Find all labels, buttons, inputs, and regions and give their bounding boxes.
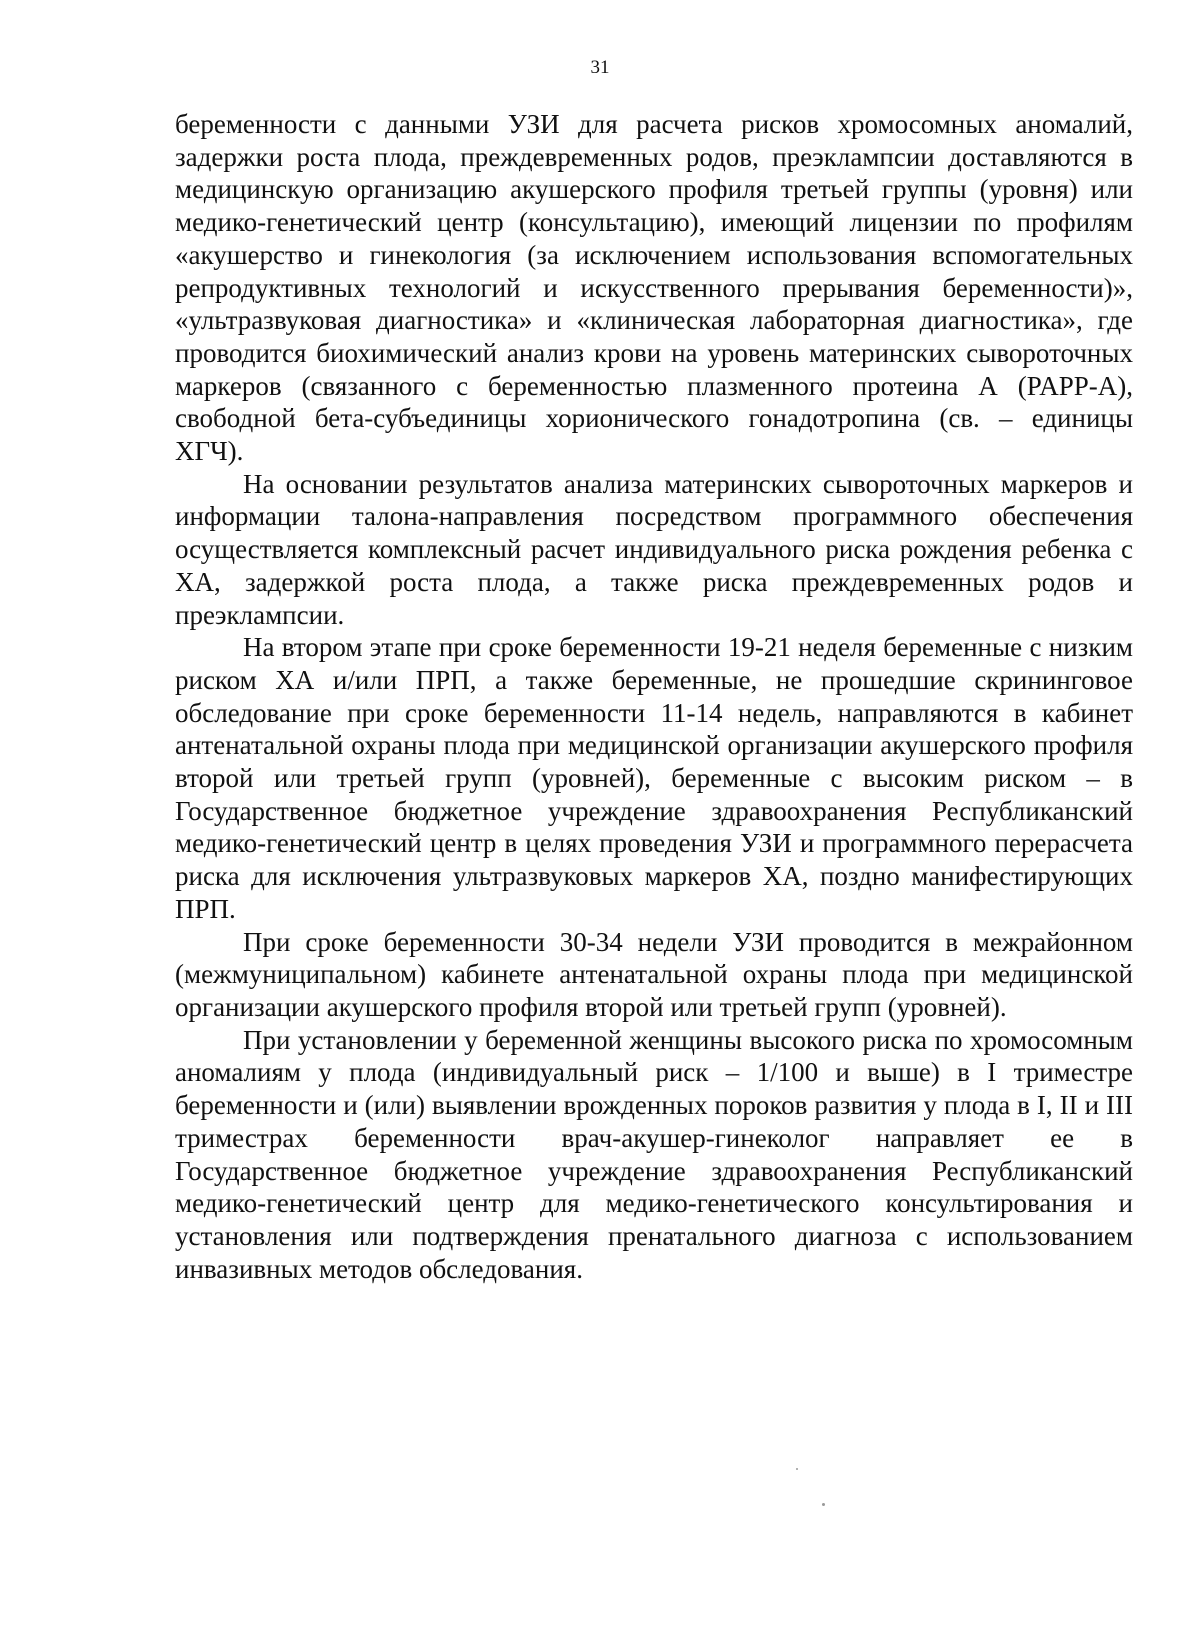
page-number: 31 — [590, 57, 610, 78]
document-body — [175, 108, 1133, 1285]
paragraph-3: На втором этапе при сроке беременности 19-21 неделя беременные с низким риском ХА и/или ПРП, а также беременные, не прошедшие скрининговое обследование при сроке беременности 11-14 недель, направляются в кабинет антенатальной охраны плода при медицинской организации акушерского профиля второй или третьей групп (уровней), беременные с высоким риском – в Государственное бюджетное учреждение здравоохранения Республиканский медико-генетический центр в целях проведения УЗИ и программного перерасчета риска для исключения ультразвуковых маркеров ХА, поздно манифестирующих ПРП. — [175, 632, 1133, 924]
paragraph-4: При сроке беременности 30-34 недели УЗИ проводится в межрайонном (межмуниципальном) кабинете антенатальной охраны плода при медицинской организации акушерского профиля второй или третьей групп (уровней). — [175, 926, 1133, 1022]
scan-speck — [822, 1503, 825, 1506]
scan-speck — [796, 1468, 798, 1470]
paragraph-5: При установлении у беременной женщины высокого риска по хромосомным аномалиям у плода (индивидуальный риск – 1/100 и выше) в I триместре беременности и (или) выявлении врожденных пороков развития у плода в I, II и III триместрах беременности врач-акушер-гинеколог направляет ее в Государственное бюджетное учреждение здравоохранения Республиканский медико-генетический центр для медико-генетического консультирования и установления или подтверждения пренатального диагноза с использованием инвазивных методов обследования. — [175, 1024, 1133, 1284]
paragraph-1: беременности с данными УЗИ для расчета рисков хромосомных аномалий, задержки роста плода, преждевременных родов, преэклампсии доставляются в медицинскую организацию акушерского профиля третьей группы (уровня) или медико-генетический центр (консультацию), имеющий лицензии по профилям «акушерство и гинекология (за исключением использования вспомогательных репродуктивных технологий и искусственного прерывания беременности)», «ультразвуковая диагностика» и «клиническая лабораторная диагностика», где проводится биохимический анализ крови на уровень материнских сывороточных маркеров (связанного с беременностью плазменного протеина А (PAPP-A), свободной бета-субъединицы хорионического гонадотропина (св. – единицы ХГЧ). — [175, 109, 1133, 467]
paragraph-2: На основании результатов анализа материнских сывороточных маркеров и информации талона-направления посредством программного обеспечения осуществляется комплексный расчет индивидуального риска рождения ребенка с ХА, задержкой роста плода, а также риска преждевременных родов и преэклампсии. — [175, 468, 1133, 630]
